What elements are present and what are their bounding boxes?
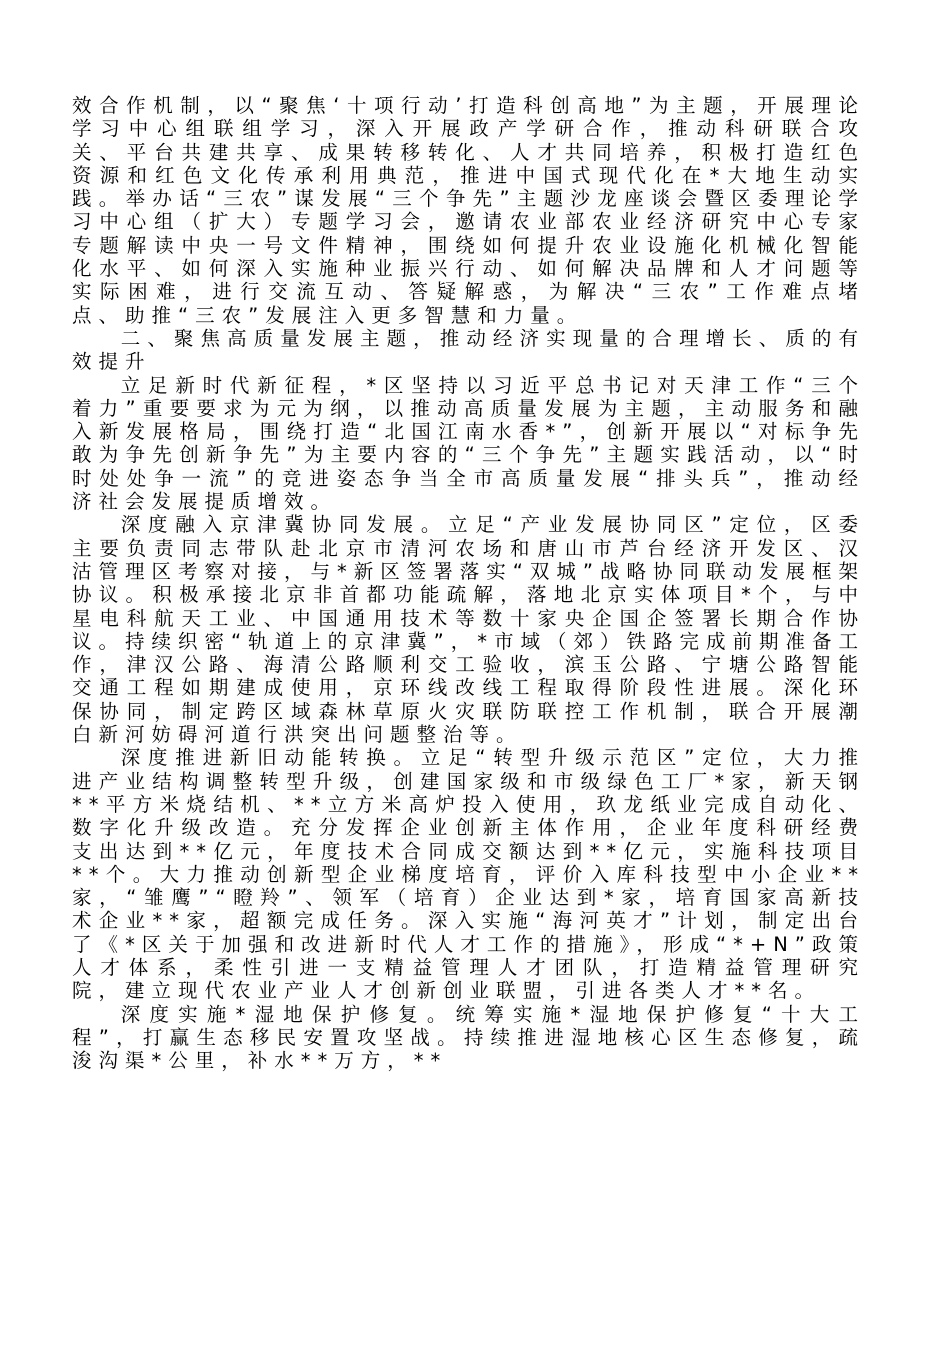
paragraph-continuation: 效合作机制，以“聚焦‘十项行动’打造科创高地”为主题，开展理论学习中心组联组学习，深入开展政产学研合作，推动科研联合攻关、平台共建共享、成果转移转化、人才共同培养，积极打造红色资源和红色文化传承利用典范，推进中国式现代化在*大地生动实践。举办话“三农”谋发展“三个争先”主题沙龙座谈会暨区委理论学习中心组（扩大）专题学习会，邀请农业部农业经济研究中心专家专题解读中央一号文件精神，围绕如何提升农业设施化机械化智能化水平、如何深入实施种业振兴行动、如何解决品牌和人才问题等实际困难，进行交流互动、答疑解惑，为解决“三农”工作难点堵点、助推“三农”发展注入更多智慧和力量。: [72, 94, 865, 327]
document-page: [72, 94, 865, 1072]
paragraph-body: 深度融入京津冀协同发展。立足“产业发展协同区”定位，区委主要负责同志带队赴北京市清河农场和唐山市芦台经济开发区、汉沽管理区考察对接，与*新区签署落实“双城”战略协同联动发展框架协议。积极承接北京非首都功能疏解，落地北京实体项目*个，与中星电科航天工业、中国通用技术等数十家央企国企签署长期合作协议。持续织密“轨道上的京津冀”，*市域（郊）铁路完成前期准备工作，津汉公路、海清公路顺利交工验收，滨玉公路、宁塘公路智能交通工程如期建成使用，京环线改线工程取得阶段性进展。深化环保协同，制定跨区域森林草原火灾联防联控工作机制，联合开展潮白新河妨碍河道行洪突出问题整治等。: [72, 513, 865, 747]
section-heading: 二、聚焦高质量发展主题，推动经济实现量的合理增长、质的有效提升: [72, 326, 865, 374]
paragraph-body: 立足新时代新征程，*区坚持以习近平总书记对天津工作“三个着力”重要要求为元为纲，以推动高质量发展为主题，主动服务和融入新发展格局，围绕打造“北国江南水香*”，创新开展以“对标争先敢为争先创新争先”为主要内容的“三个争先”主题实践活动，以“时时处处争一流”的竞进姿态争当全市高质量发展“排头兵”，推动经济社会发展提质增效。: [72, 373, 865, 514]
paragraph-body: 深度推进新旧动能转换。立足“转型升级示范区”定位，大力推进产业结构调整转型升级，创建国家级和市级绿色工厂*家，新天钢**平方米烧结机、**立方米高炉投入使用，玖龙纸业完成自动化、数字化升级改造。充分发挥企业创新主体作用，企业年度科研经费支出达到**亿元，年度技术合同成交额达到**亿元，实施科技项目**个。大力推动创新型企业梯度培育，评价入库科技型中小企业**家，“雏鹰”“瞪羚”、领军（培育）企业达到*家，培育国家高新技术企业**家，超额完成任务。深入实施“海河英才”计划，制定出台了《*区关于加强和改进新时代人才工作的措施》，形成“*+N”政策人才体系，柔性引进一支精益管理人才团队，打造精益管理研究院，建立现代农业产业人才创新创业联盟，引进各类人才**名。: [72, 746, 865, 1003]
paragraph-body: 深度实施*湿地保护修复。统筹实施*湿地保护修复“十大工程”，打赢生态移民安置攻坚战。持续推进湿地核心区生态修复，疏浚沟渠*公里，补水**万方，**: [72, 1002, 865, 1073]
